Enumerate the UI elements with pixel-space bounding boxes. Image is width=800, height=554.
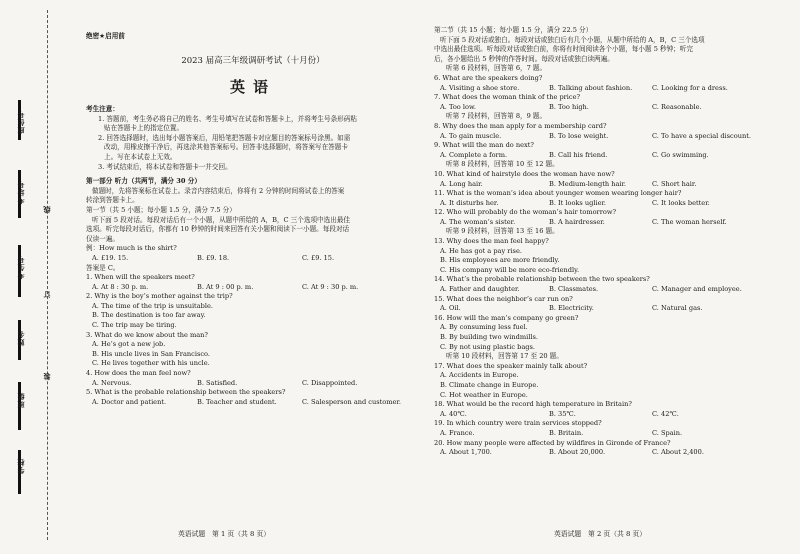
- sec2-title: 第二节（共 15 小题；每小题 1.5 分，满分 22.5 分）: [434, 26, 593, 34]
- option-b: B. Call his friend.: [549, 150, 608, 159]
- option-c: C. Go swimming.: [652, 150, 709, 159]
- option-a: A. Complete a form.: [440, 150, 508, 159]
- question-text: 9. What will the man do next?: [434, 141, 534, 150]
- option-b: B. It looks uglier.: [549, 198, 607, 207]
- example-option-b: B. £9. 18.: [197, 253, 230, 262]
- option-c: C. His company will be more eco-friendly.: [440, 265, 580, 274]
- example-option-c: C. £9. 15.: [302, 253, 335, 262]
- option-c: C. Hot weather in Europe.: [440, 390, 528, 399]
- left-column: [86, 30, 420, 407]
- question-text: 7. What does the woman think of the price?: [434, 93, 581, 102]
- notes-title: 考生注意：: [86, 105, 119, 113]
- notes-line: 贴在答题卡上的指定位置。: [104, 124, 184, 133]
- seat-label: 座位号: [17, 110, 25, 134]
- option-a: A. Father and daughter.: [440, 285, 520, 294]
- option-a: A. Nervous.: [92, 378, 132, 387]
- notes-line: 上。写在本试卷上无效。: [104, 152, 177, 161]
- question-options: [434, 151, 796, 161]
- option-b: B. Too high.: [549, 102, 589, 111]
- class-label: 班级: [17, 392, 25, 408]
- passage-instruction: 听第 6 段材料，回答第 6，7 题。: [446, 64, 547, 73]
- option-a: A. Long hair.: [440, 179, 483, 188]
- option-b: B. Teacher and student.: [197, 397, 277, 406]
- example-option-a: A. £19. 15.: [92, 253, 129, 262]
- school-label: 学校: [17, 458, 25, 474]
- right-column: [434, 26, 796, 458]
- example-options: [86, 254, 420, 264]
- question-options: [434, 304, 796, 314]
- question-text: 13. Why does the man feel happy?: [434, 237, 549, 246]
- option-b: B. By building two windmills.: [440, 333, 538, 341]
- question-options: [434, 410, 796, 420]
- option-a: A. Oil.: [440, 304, 461, 313]
- question-text: 15. What does the neighbor’s car run on?: [434, 294, 573, 303]
- option-c: C. About 2,400.: [652, 448, 704, 457]
- option-c: C. It looks better.: [652, 198, 710, 207]
- option-c: C. 42℃.: [652, 409, 679, 418]
- question-options: [434, 429, 796, 439]
- option-a: A. Too low.: [440, 102, 476, 111]
- question-options: [434, 84, 796, 94]
- question-text: 18. What would be the record high temperature in Britain?: [434, 400, 632, 409]
- question-text: 2. Why is the boy’s mother against the trip?: [86, 292, 233, 301]
- option-a: A. He has got a pay rise.: [440, 246, 522, 255]
- sec2-intro: 中选出最佳选项。听每段对话或独白前，你将有时间阅读各个小题，每小题 5 秒钟；听完: [434, 45, 693, 54]
- option-a: A. The woman’s sister.: [440, 217, 516, 226]
- option-a: A. To gain muscle.: [440, 131, 502, 140]
- question-text: 17. What does the speaker mainly talk about?: [434, 361, 588, 370]
- sec1-intro: 听下面 5 段对话。每段对话后有一个小题，从题中所给的 A，B，C 三个选项中选出最佳: [92, 215, 351, 224]
- option-b: B. His uncle lives in San Francisco.: [92, 349, 210, 358]
- option-c: C. Looking for a dress.: [652, 83, 728, 92]
- option-a: A. Doctor and patient.: [92, 397, 167, 406]
- part1-title: 第一部分 听力（共两节，满分 30 分）: [86, 177, 201, 186]
- option-c: C. At 9 : 30 p. m.: [302, 282, 359, 291]
- question-options: [86, 379, 420, 389]
- option-b: B. Classmates.: [549, 285, 599, 294]
- option-b: B. Britain.: [549, 428, 584, 437]
- option-b: B. To lose weight.: [549, 131, 609, 140]
- option-c: C. Reasonable.: [652, 102, 702, 111]
- option-a: A. Accidents in Europe.: [440, 371, 519, 380]
- option-c: C. To have a special discount.: [652, 131, 751, 140]
- passage-instruction: 听第 7 段材料，回答第 8，9 题。: [446, 112, 547, 121]
- passage-instruction: 听第 8 段材料，回答第 10 至 12 题。: [446, 160, 559, 169]
- question-options: [434, 180, 796, 190]
- question-text: 5. What is the probable relationship between the speakers?: [86, 388, 286, 397]
- question-options: [86, 398, 420, 408]
- candidate-no-label: 考生号: [17, 255, 25, 279]
- option-b: B. Satisfied.: [197, 378, 238, 387]
- notes-line: 3. 考试结束后，将本试卷和答题卡一并交回。: [98, 162, 232, 171]
- page-footer-left: 英语试题 第 1 页（共 8 页）: [178, 530, 271, 538]
- option-c: C. Disappointed.: [302, 378, 358, 387]
- sec2-intro: 后，各小题给出 5 秒钟的作答时间。每段对话或独白读两遍。: [434, 54, 614, 63]
- binding-line-char: 线: [43, 205, 51, 213]
- sec1-title: 第一节（共 5 小题；每小题 1.5 分，满分 7.5 分）: [86, 205, 236, 214]
- option-b: B. Medium-length hair.: [549, 179, 627, 188]
- question-text: 19. In which country were train services stopped?: [434, 419, 602, 428]
- option-b: B. Electricity.: [549, 304, 594, 313]
- option-a: A. Visiting a shoe store.: [440, 83, 520, 92]
- option-c: C. Manager and employee.: [652, 285, 742, 294]
- exam-no-label: 考场号: [17, 180, 25, 204]
- notes-line: 1. 答题前，考生务必将自己的姓名、考生号填写在试卷和答题卡上，并将考生号条形码粘: [98, 114, 357, 123]
- option-b: B. Climate change in Europe.: [440, 380, 539, 389]
- exam-title: 2023 届高三年级调研考试（十月份）: [181, 56, 325, 66]
- binding-pack-char: 装: [43, 372, 51, 380]
- sec2-intro: 听下面 5 段对话或独白。每段对话或独白后有几个小题，从题中所给的 A，B，C 三个选项: [440, 35, 705, 44]
- question-text: 12. Who will probably do the woman’s hair tomorrow?: [434, 208, 617, 217]
- passage-instruction: 听第 9 段材料，回答第 13 至 16 题。: [446, 227, 559, 236]
- option-c: C. Natural gas.: [652, 304, 703, 313]
- binding-dashed-line: [47, 10, 48, 540]
- binding-strip: [0, 0, 80, 554]
- option-b: B. 35℃.: [549, 409, 576, 418]
- notes-line: 改动，用橡皮擦干净后，再选涂其他答案标号。回答非选择题时，将答案写在答题卡: [104, 143, 348, 152]
- sec1-intro: 选项。听完每段对话后，你都有 10 秒钟的时间来回答有关小题和阅读下一小题。每段对话: [86, 225, 350, 234]
- option-a: A. It disturbs her.: [440, 198, 499, 207]
- part1-intro: 转涂到答题卡上。: [86, 196, 139, 205]
- option-a: A. The time of the trip is unsuitable.: [92, 301, 213, 310]
- option-b: B. The destination is too far away.: [92, 311, 206, 320]
- option-c: C. Spain.: [652, 428, 683, 437]
- question-text: 16. How will the man’s company go green?: [434, 313, 579, 322]
- part1-intro: 做题时，先将答案标在试卷上。录音内容结束后，你将有 2 分钟的时间将试卷上的答案: [92, 186, 345, 195]
- question-options: [434, 132, 796, 142]
- question-options: [86, 283, 420, 293]
- option-c: C. By not using plastic bags.: [440, 342, 535, 351]
- option-b: B. Talking about fashion.: [549, 83, 633, 92]
- option-a: A. 40℃.: [440, 409, 467, 418]
- question-options: [434, 103, 796, 113]
- example-question: 例：How much is the shirt?: [86, 244, 177, 253]
- notes-list: [86, 115, 420, 173]
- sec1-intro: 仅读一遍。: [86, 234, 119, 243]
- question-options: [434, 285, 796, 295]
- option-c: C. Short hair.: [652, 179, 697, 188]
- page-footer-right: 英语试题 第 2 页（共 8 页）: [554, 530, 647, 538]
- question-text: 1. When will the speakers meet?: [86, 273, 195, 282]
- option-a: A. At 8 : 30 p. m.: [92, 282, 149, 291]
- question-text: 20. How many people were affected by wildfires in Gironde of France?: [434, 438, 671, 447]
- question-text: 8. Why does the man apply for a membership card?: [434, 121, 607, 130]
- option-c: C. Salesperson and customer.: [302, 397, 401, 406]
- question-text: 14. What’s the probable relationship between the two speakers?: [434, 275, 650, 284]
- question-text: 6. What are the speakers doing?: [434, 73, 543, 82]
- option-b: B. At 9 : 00 p. m.: [197, 282, 254, 291]
- option-c: C. The trip may be tiring.: [92, 321, 177, 330]
- question-text: 3. What do we know about the man?: [86, 330, 208, 339]
- option-b: B. A hairdresser.: [549, 217, 605, 226]
- option-c: C. He lives together with his uncle.: [92, 359, 210, 368]
- confidential-mark: 绝密★启用前: [86, 32, 125, 40]
- example-answer: 答案是 C。: [86, 263, 120, 272]
- option-a: A. About 1,700.: [440, 448, 492, 457]
- question-text: 11. What is the woman’s idea about younger women wearing longer hair?: [434, 189, 682, 198]
- name-label: 姓名: [17, 330, 25, 346]
- question-options: [434, 448, 796, 458]
- option-b: B. About 20,000.: [549, 448, 606, 457]
- question-text: 10. What kind of hairstyle does the woman have now?: [434, 169, 615, 178]
- question-options: [434, 199, 796, 209]
- option-a: A. He’s got a new job.: [92, 340, 166, 349]
- binding-seal-char: 订: [43, 290, 51, 298]
- subject-title: 英语: [229, 78, 276, 96]
- option-c: C. The woman herself.: [652, 217, 727, 226]
- notes-line: 2. 回答选择题时，选出每小题答案后，用铅笔把答题卡对应题目的答案标号涂黑。如需: [98, 133, 351, 142]
- option-b: B. His employees are more friendly.: [440, 256, 560, 265]
- passage-instruction: 听第 10 段材料，回答第 17 至 20 题。: [446, 352, 563, 361]
- option-a: A. France.: [440, 428, 475, 437]
- option-a: A. By consuming less fuel.: [440, 323, 528, 332]
- question-text: 4. How does the man feel now?: [86, 369, 191, 378]
